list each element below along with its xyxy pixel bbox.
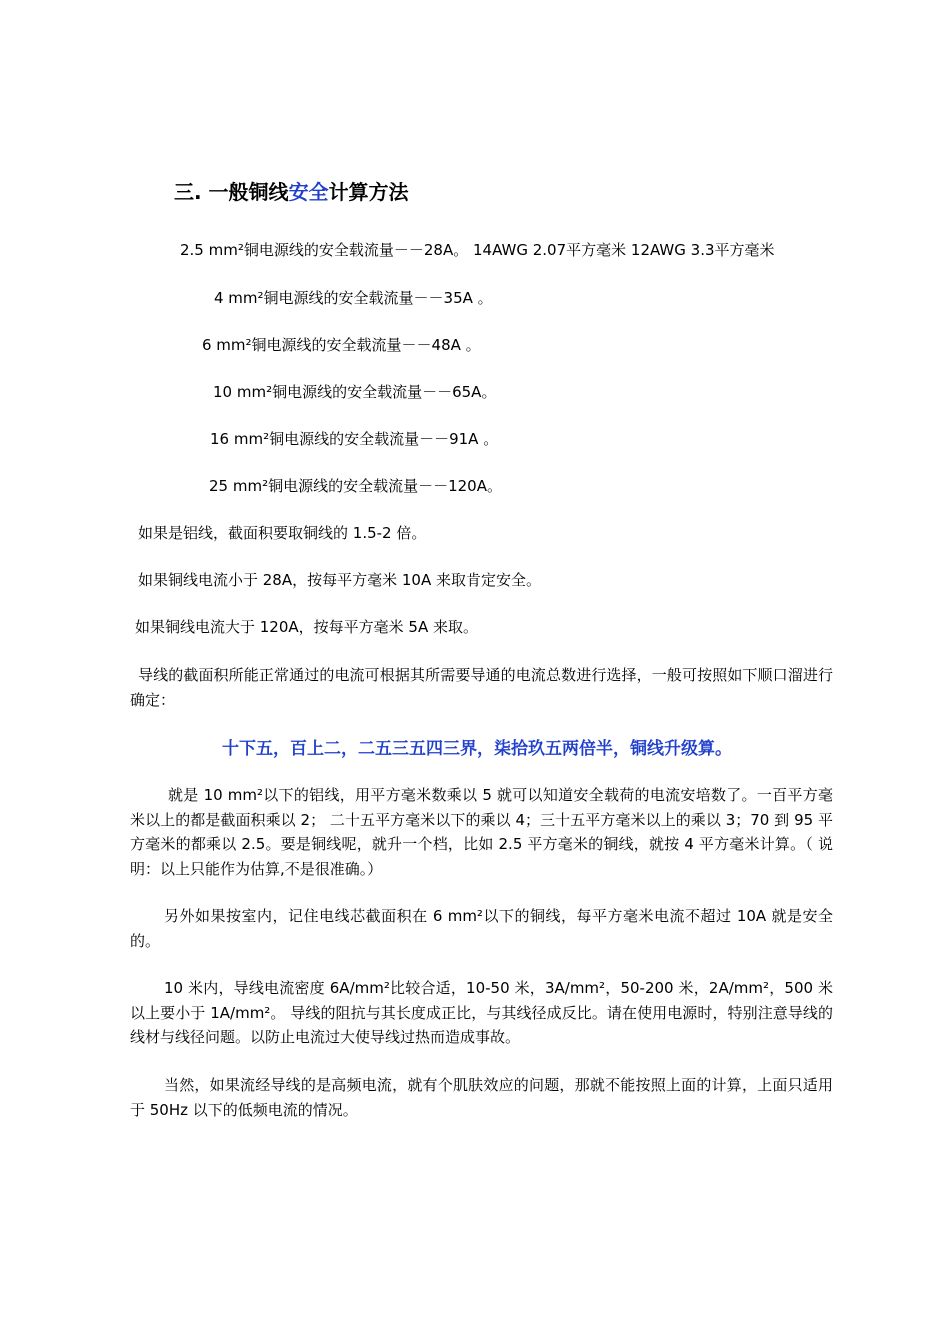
rating-line-6: 6 mm²铜电源线的安全载流量－－48A 。 [202,336,481,354]
paragraph-explanation: 就是 10 mm²以下的铝线，用平方毫米数乘以 5 就可以知道安全载荷的电流安培数了。一百平方毫米以上的都是截面积乘以 2； 二十五平方毫米以下的乘以 4；三十五平方毫米以上的乘以 3；70 到 95 平方毫米的都乘以 2.5。要是铜线呢，就升一个档，比如 2.5 平方毫米的铜线，就按 4 平方毫米计算。（ 说明：以上只能作为估算,不是很准确。） [130,786,833,878]
note-under-28a: 如果铜线电流小于 28A，按每平方毫米 10A 来取肯定安全。 [138,571,542,589]
rule-of-thumb-motto: 十下五，百上二，二五三五四三界，柒拾玖五两倍半，铜线升级算。 [222,739,732,759]
rating-line-10: 10 mm²铜电源线的安全载流量－－65A。 [213,383,497,401]
paragraph-high-frequency: 当然，如果流经导线的是高频电流，就有个肌肤效应的问题，那就不能按照上面的计算，上面只适用于 50Hz 以下的低频电流的情况。 [130,1076,833,1119]
heading-prefix: 三. 一般铜线 [174,180,289,204]
heading-suffix: 计算方法 [328,180,409,204]
paragraph-selection: 导线的截面积所能正常通过的电流可根据其所需要导通的电流总数进行选择，一般可按照如下顺口溜进行确定： [130,666,833,709]
heading-highlight: 安全 [288,180,329,204]
rating-line-2-5: 2.5 mm²铜电源线的安全载流量－－28A。 14AWG 2.07平方毫米 12AWG 3.3平方毫米 [180,241,775,259]
section-heading [174,176,409,205]
paragraph-indoor: 另外如果按室内，记住电线芯截面积在 6 mm²以下的铜线，每平方毫米电流不超过 10A 就是安全的。 [130,907,833,950]
rating-line-25: 25 mm²铜电源线的安全载流量－－120A。 [209,477,502,495]
paragraph-current-density: 10 米内，导线电流密度 6A/mm²比较合适，10-50 米，3A/mm²，50-200 米，2A/mm²，500 米以上要小于 1A/mm²。 导线的阻抗与其长度成正比，与其线径成反比。请在使用电源时，特别注意导线的线材与线径问题。以防止电流过大使导线过热而造成事故。 [130,979,833,1046]
note-aluminum: 如果是铝线，截面积要取铜线的 1.5-2 倍。 [138,524,427,542]
rating-line-16: 16 mm²铜电源线的安全载流量－－91A 。 [210,430,499,448]
rating-line-4: 4 mm²铜电源线的安全载流量－－35A 。 [214,289,493,307]
note-over-120a: 如果铜线电流大于 120A，按每平方毫米 5A 来取。 [135,618,479,636]
